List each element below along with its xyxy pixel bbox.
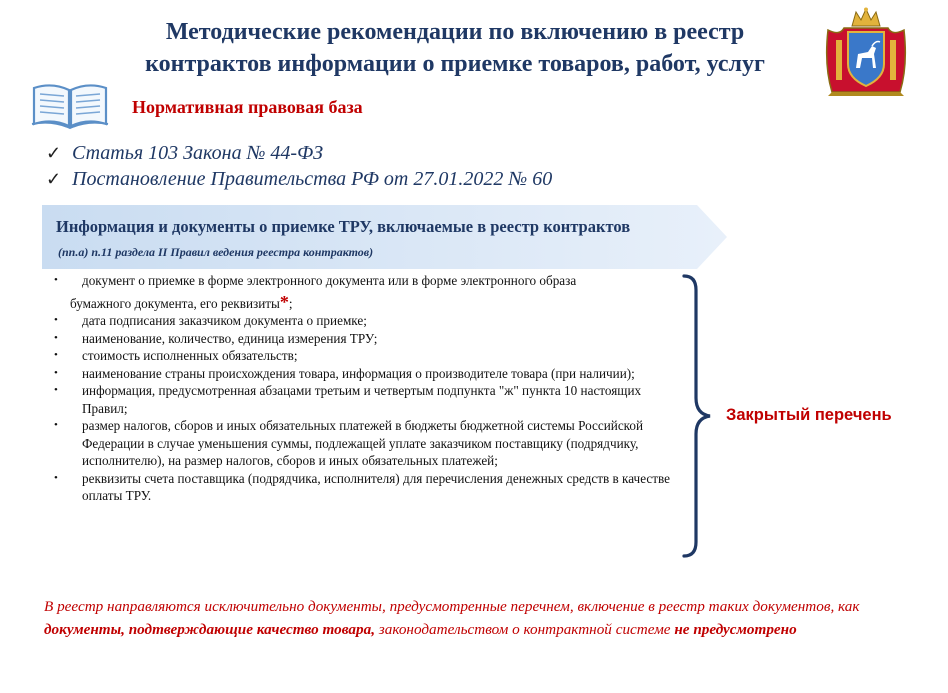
list-item-text-continued (70, 291, 682, 313)
documents-list (52, 272, 682, 505)
right-brace-icon (680, 272, 720, 560)
bullet-icon: • (54, 314, 58, 326)
list-item-text: документ о приемке в форме электронного документа или в форме электронного образа (82, 273, 577, 288)
legal-base-text: Статья 103 Закона № 44-ФЗ (72, 142, 324, 164)
list-item-text: размер налогов, сборов и иных обязательных платежей в бюджеты бюджетной системы Российской Федерации в случае уменьшения суммы, подлежащей уплате заказчиком поставщику (подрядчику, исполнителю), на размер налогов, сборов и иных обязательных платежей; (82, 418, 644, 468)
list-item-end: ; (288, 295, 293, 311)
list-item (52, 470, 682, 505)
section-subtitle: Нормативная правовая база (132, 97, 363, 117)
legal-base-item (46, 166, 552, 192)
footer-note (44, 596, 924, 641)
list-item-text: наименование, количество, единица измерения ТРУ; (82, 330, 378, 346)
checkmark-icon: ✓ (46, 143, 62, 163)
list-item-text: реквизиты счета поставщика (подрядчика, исполнителя) для перечисления денежных средств в качестве оплаты ТРУ. (82, 470, 670, 503)
banner-subtitle: (пп.а) п.11 раздела II Правил ведения реестра контрактов) (58, 245, 374, 259)
list-item-text: информация, предусмотренная абзацами третьим и четвертым подпункта "ж" пункта 10 настоящих Правил; (82, 383, 642, 416)
list-item (52, 417, 682, 470)
info-banner (42, 205, 727, 269)
bullet-icon: • (54, 349, 58, 361)
bullet-icon: • (54, 471, 58, 484)
legal-base-item (46, 140, 552, 166)
note-bold-text: документы, подтверждающие качество товара, (44, 620, 375, 638)
bullet-icon: • (54, 366, 58, 379)
note-text: законодательством о контрактной системе (375, 620, 675, 638)
note-bold-text: не предусмотрено (674, 620, 797, 638)
closed-list-label: Закрытый перечень (726, 406, 892, 424)
banner-title: Информация и документы о приемке ТРУ, включаемые в реестр контрактов (56, 217, 631, 236)
title-line-2: контрактов информации о приемке товаров, работ, услуг (145, 51, 765, 77)
list-item-text: бумажного документа, его реквизиты (70, 295, 280, 311)
title-line-1: Методические рекомендации по включению в реестр (165, 19, 745, 45)
list-item-text: стоимость исполненных обязательств; (82, 348, 298, 363)
bullet-icon: • (54, 419, 58, 431)
checkmark-icon: ✓ (46, 169, 62, 189)
list-item-text: наименование страны происхождения товара, информация о производителе товара (при наличии); (82, 365, 635, 381)
list-item (52, 347, 682, 365)
bullet-icon: • (54, 331, 58, 344)
note-text: В реестр направляются исключительно документы, предусмотренные перечнем, включение в реестр таких документов, как (44, 598, 860, 615)
legal-base-text: Постановление Правительства РФ от 27.01.2022 № 60 (72, 168, 553, 190)
legal-base-list (46, 140, 552, 192)
samara-coat-of-arms-icon (822, 6, 910, 98)
bullet-icon: • (54, 274, 58, 286)
open-book-icon (30, 80, 110, 130)
bullet-icon: • (54, 384, 58, 396)
list-item (52, 312, 682, 330)
list-item (52, 272, 682, 312)
footnote-star: * (279, 291, 289, 312)
list-item (52, 330, 682, 348)
page-title (100, 16, 810, 80)
list-item (52, 365, 682, 383)
list-item (52, 382, 682, 417)
list-item-text: дата подписания заказчиком документа о приемке; (82, 313, 367, 328)
